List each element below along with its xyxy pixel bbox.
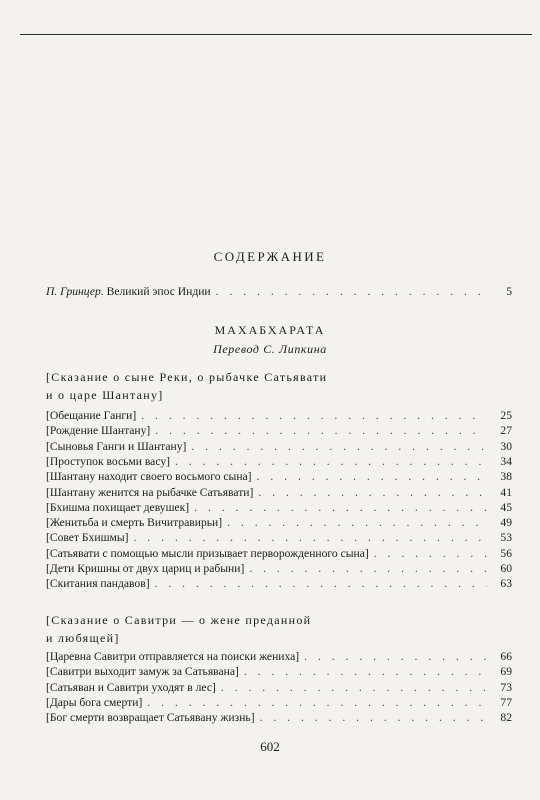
toc-entry-page: 53 <box>500 531 512 545</box>
leader-dots <box>155 577 487 590</box>
leader-dots <box>147 696 487 709</box>
toc-entry-page: 69 <box>500 665 512 679</box>
toc-entry-page: 45 <box>500 500 512 514</box>
toc-entry[interactable] <box>46 516 512 532</box>
toc-entry[interactable] <box>46 470 512 486</box>
toc-entry-page: 73 <box>500 680 512 694</box>
section-translator: Перевод С. Липкина <box>213 342 327 356</box>
toc-entry-page: 30 <box>500 439 512 453</box>
toc-entry-title: [Женитьба и смерть Вичитравирьи] <box>46 516 223 530</box>
toc-entry-title: [Дети Кришны от двух цариц и рабыни] <box>46 562 245 575</box>
toc-entry-page: 34 <box>500 454 512 468</box>
toc-entry[interactable] <box>46 650 512 666</box>
top-rule <box>20 34 532 35</box>
toc-entry-title: [Дары бога смерти] <box>46 695 143 709</box>
toc-entry[interactable] <box>46 547 512 563</box>
toc-entry-title: [Скитания пандавов] <box>46 577 150 591</box>
leader-dots <box>260 711 487 724</box>
leader-dots <box>191 440 487 453</box>
story2-title-line: и любящей] <box>46 631 120 645</box>
intro-author: П. Гринцер. <box>46 285 104 298</box>
toc-entry-title: [Савитри выходит замуж за Сатьявана] <box>46 665 239 679</box>
leader-dots <box>133 531 487 544</box>
toc-entry-title: [Бхишма похищает девушек] <box>46 500 190 514</box>
toc-entry-page: 25 <box>500 409 512 422</box>
toc-entry-page: 27 <box>500 424 512 438</box>
toc-entry-page: 38 <box>500 470 512 484</box>
leader-dots <box>304 650 487 663</box>
toc-entry[interactable] <box>46 562 512 578</box>
leader-dots <box>175 455 487 468</box>
story2-title <box>46 611 516 647</box>
toc-entry-title: [Сыновья Ганги и Шантану] <box>46 439 187 453</box>
toc-entry-page: 41 <box>500 485 512 499</box>
toc-entry-page: 49 <box>500 516 512 530</box>
toc-entry[interactable] <box>46 501 512 517</box>
story1-title-line: [Сказание о сыне Реки, о рыбачке Сатьявати <box>46 370 328 384</box>
toc-entry-title: [Проступок восьми васу] <box>46 454 170 468</box>
toc-entry[interactable] <box>46 424 512 440</box>
toc-entry[interactable] <box>46 486 512 502</box>
toc-entry-intro[interactable] <box>46 285 512 301</box>
story1-title <box>46 368 516 404</box>
leader-dots <box>221 681 487 694</box>
toc-entry-page: 82 <box>500 711 512 725</box>
toc-entry[interactable] <box>46 409 512 425</box>
toc-entry-title: [Сатьяван и Савитри уходят в лес] <box>46 680 216 694</box>
toc-entry[interactable] <box>46 696 512 712</box>
story1-title-line: и о царе Шантану] <box>46 388 164 402</box>
page-number: 602 <box>260 739 280 754</box>
toc-entry-title: [Рождение Шантану] <box>46 424 151 438</box>
toc-entry-page: 66 <box>500 650 512 663</box>
leader-dots <box>216 285 487 298</box>
toc-entry[interactable] <box>46 531 512 547</box>
toc-entry-title: [Бог смерти возвращает Сатьявану жизнь] <box>46 711 255 725</box>
toc-entry-title: [Сатьявати с помощью мысли призывает перворожденного сына] <box>46 546 369 560</box>
toc-entry-title: [Совет Бхишмы] <box>46 531 129 545</box>
intro-title: Великий эпос Индии <box>106 285 211 298</box>
toc-entry-title: [Шантану женится на рыбачке Сатьявати] <box>46 485 254 499</box>
toc-entry-title: [Царевна Савитри отправляется на поиски жениха] <box>46 650 300 663</box>
leader-dots <box>258 486 487 499</box>
leader-dots <box>244 665 487 678</box>
leader-dots <box>194 501 487 514</box>
toc-entry[interactable] <box>46 455 512 471</box>
toc-entry-page: 56 <box>500 546 512 560</box>
toc-entry[interactable] <box>46 681 512 697</box>
toc-entry[interactable] <box>46 577 512 593</box>
toc-entry-page: 63 <box>500 577 512 591</box>
intro-page: 5 <box>506 285 512 298</box>
leader-dots <box>227 516 487 529</box>
toc-entry-page: 77 <box>500 695 512 709</box>
leader-dots <box>249 562 487 575</box>
leader-dots <box>374 547 487 560</box>
story2-title-line: [Сказание о Савитри — о жене преданной <box>46 613 312 627</box>
toc-entry-page: 60 <box>500 562 512 575</box>
toc-entry-title: [Шантану находит своего восьмого сына] <box>46 470 252 484</box>
leader-dots <box>141 409 487 422</box>
toc-entry[interactable] <box>46 440 512 456</box>
leader-dots <box>257 470 487 483</box>
section-title: МАХАБХАРАТА <box>214 323 326 337</box>
toc-entry-title: [Обещание Ганги] <box>46 409 137 422</box>
contents-heading: СОДЕРЖАНИЕ <box>213 249 327 264</box>
toc-entry[interactable] <box>46 711 512 727</box>
toc-entry[interactable] <box>46 665 512 681</box>
leader-dots <box>155 424 487 437</box>
